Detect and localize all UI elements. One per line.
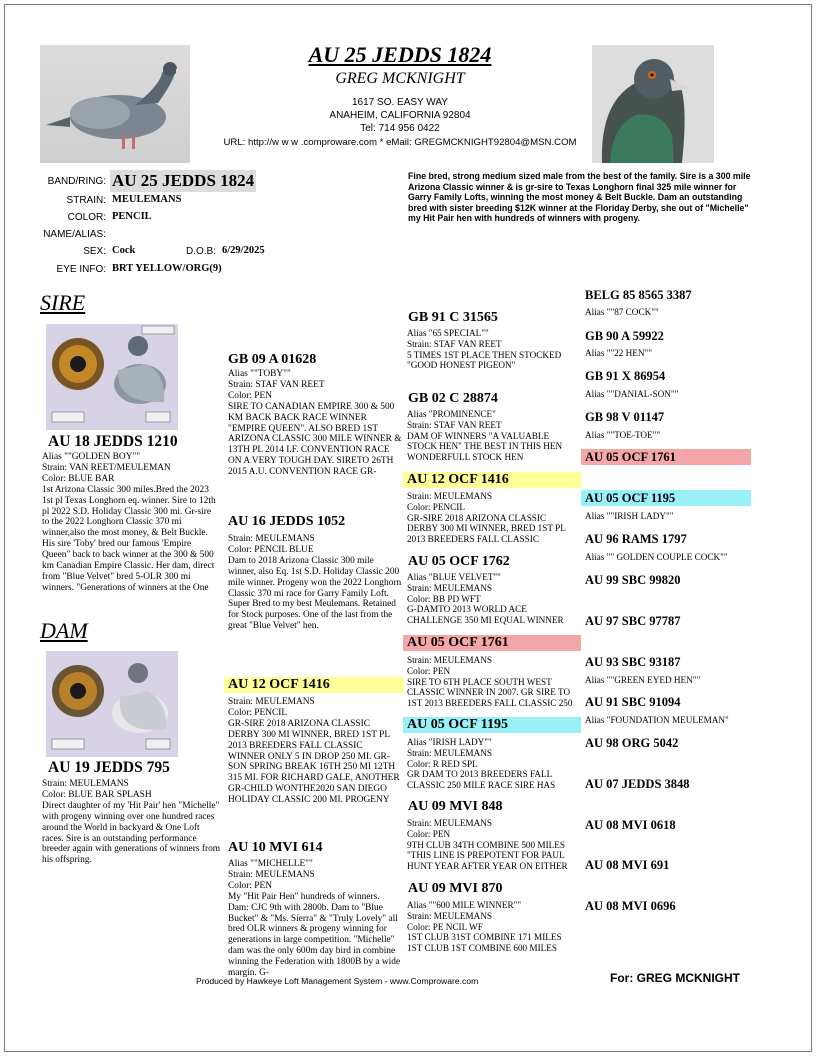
gen3-details	[407, 491, 579, 551]
sire-details	[42, 452, 220, 610]
sire-line: 1st Arizona Classic 300 miles.Bred the 2023 1st pl Texas Longhorn eq. winner. Sire to 12th pl 2022 S.D. Holiday Classic 300 mi. Gr-sire to the 2022 Longhorn Classic 370 mi winner,also the most money, & Belt Buckle. His sire 'Toby' bred our famous 'Empire Queen" back to back winner at the 300 & 500 km Canadian Empire Classic. Her dam, direct from "Blue Velvet" bred 5-OLR 300 mi winners. "Generations of winners at the One	[42, 484, 216, 593]
bird-description: Fine bred, strong medium sized male from the best of the family. Sire is a 300 mile Arizona Classic winner & is gr-sire to Texas Longhorn final 325 mile winner for Garry Family Lofts, winning the most money & Belt Buckle. Dam an outstanding bred with sister breeding $12K winner at the Floriday Derby, she out of "Michelle" my Hit Pair hen with hundreds of winners with progeny.	[408, 171, 751, 224]
gen2-line: Strain: STAF VAN REET	[228, 379, 325, 390]
gen3-line: Color: R RED SPL	[407, 758, 478, 769]
gen4-alias: Alias ""DANIAL-SON""	[585, 389, 679, 399]
gen3-line: DAM OF WINNERS "A VALUABLE STOCK HEN" THE BEST IN THIS HEN WONDERFULL STOCK HEN	[407, 430, 563, 463]
gen3-details	[407, 818, 579, 878]
color-label: COLOR:	[67, 212, 106, 223]
gen3-line: SIRE TO 6TH PLACE SOUTH WEST CLASSIC WINNER IN 2007. GR SIRE TO 1ST 2013 BREEDERS FALL CLASSIC 250	[407, 676, 573, 709]
gen3-band: AU 09 MVI 848	[408, 799, 503, 814]
gen3-line: Color: PEN	[407, 665, 451, 676]
gen2-details	[228, 697, 402, 821]
gen2-line: Alias ""TOBY""	[228, 369, 291, 379]
owner-address1: 1617 SO. EASY WAY	[352, 97, 448, 108]
gen3-line: G-DAMTO 2013 WORLD ACE CHALLENGE 350 MI EQUAL WINNER	[407, 604, 564, 626]
gen4-alias: Alias "FOUNDATION MEULEMAN"	[585, 715, 729, 725]
gen3-line: Color: PE NCIL WF	[407, 921, 483, 932]
gen4-band: AU 93 SBC 93187	[585, 655, 681, 669]
gen2-band: AU 10 MVI 614	[228, 840, 323, 855]
gen3-line: 1ST CLUB 31ST COMBINE 171 MILES	[407, 932, 562, 943]
gen2-band: AU 16 JEDDS 1052	[228, 514, 346, 529]
sire-line: Alias ""GOLDEN BOY""	[42, 452, 141, 462]
gen3-line: Strain: STAF VAN REET	[407, 419, 502, 430]
gen4-alias: Alias ""22 HEN""	[585, 348, 653, 358]
gen4-band: GB 90 A 59922	[585, 329, 664, 343]
gen3-line: Strain: MEULEMANS	[407, 818, 492, 828]
gen4-alias: Alias "" GOLDEN COUPLE COCK""	[585, 552, 728, 562]
gen2-line: Color: PENCIL	[228, 707, 288, 718]
gen3-line: Alias "BLUE VELVET""	[407, 572, 501, 582]
gen3-band: GB 02 C 28874	[408, 391, 498, 406]
strain-label: STRAIN:	[66, 195, 106, 206]
gen3-details	[407, 409, 579, 471]
gen4-alias: Alias ""87 COCK""	[585, 307, 659, 317]
band-label: BAND/RING:	[47, 176, 106, 187]
eye-label: EYE INFO:	[56, 264, 106, 275]
gen3-band: AU 05 OCF 1195	[403, 717, 581, 733]
gen2-line: My "Hit Pair Hen" hundreds of winners. Dam: CJC 9th with 2800b. Dam to "Blue Bucket" & "Ms. Sierra" & "Truly Lovely" all bred OLR winners & progeny winning for generations in large competition. "Michelle" dam was the only 600m day bird in combine winning the Federation with 1800B by a wide margin. G-	[228, 891, 401, 977]
gen3-band: AU 12 OCF 1416	[403, 472, 581, 488]
owner-phone: Tel: 714 956 0422	[360, 123, 440, 134]
gen2-line: GR-SIRE 2018 ARIZONA CLASSIC DERBY 300 MI WINNER, BRED 1ST PL 2013 BREEDERS FALL CLASSIC WINNER ONLY 5 IN DROP 250 MI. GR-SON SPRING BREAK 16TH 250 MI 12TH 315 MI. FOR RICHARD GALE, ANOTHER GR-CHILD WONTHE2020 SAN DIEGO HOLIDAY CLASSIC 200 MI. PROGENY	[228, 718, 400, 806]
gen3-line: Strain: MEULEMANS	[407, 747, 492, 758]
sire-line: Color: BLUE BAR	[42, 473, 115, 484]
gen4-alias: Alias ""GREEN EYED HEN""	[585, 675, 701, 685]
gen4-alias: Alias ""IRISH LADY""	[585, 511, 674, 521]
bird-photo-right	[592, 45, 714, 163]
gen3-line: Strain: MEULEMANS	[407, 582, 492, 593]
gen3-line: Strain: MEULEMANS	[407, 655, 492, 665]
gen2-line: Color: PEN	[228, 880, 273, 891]
gen2-line: Color: PEN	[228, 390, 273, 401]
gen2-line: Dam to 2018 Arizona Classic 300 mile winner, also Eq. 1st S.D. Holiday Classic 200 mile winner. Progeny won the 2022 Longhorn Classic 370 mi race for Garry Family Loft. Super Bred to my best Meulemans. Retained for Stock purposes. One of the last from the great "Blue Velvet" hen.	[228, 555, 402, 632]
gen3-details	[407, 655, 579, 715]
gen3-line: GR-SIRE 2018 ARIZONA CLASSIC DERBY 300 MI WINNER, BRED 1ST PL 2013 BREEDERS FALL CLASSIC	[407, 512, 566, 545]
dam-line: Strain: MEULEMANS	[42, 779, 129, 789]
bird-photo-left	[40, 45, 190, 163]
gen3-band: GB 91 C 31565	[408, 310, 498, 325]
dam-line: Direct daughter of my 'Hit Pair' hen "Michelle" with progeny winning over one hundred races around the World in backyard & One Loft races. Sire is an outstanding performance breeder again with generations of winners from his offspring.	[42, 800, 221, 866]
gen3-line: 1ST CLUB 1ST COMBINE 600 MILES	[407, 943, 557, 954]
sex-label: SEX:	[83, 246, 106, 257]
gen4-band: AU 05 OCF 1761	[581, 449, 751, 465]
owner-name: GREG MCKNIGHT	[335, 70, 465, 87]
sire-line: Strain: VAN REET/MEULEMAN	[42, 462, 171, 473]
gen4-band: AU 08 MVI 0696	[585, 899, 676, 913]
gen3-line: Alias "65 SPECIAL""	[407, 328, 489, 338]
gen4-band: AU 97 SBC 97787	[585, 614, 681, 628]
gen4-band: AU 08 MVI 0618	[585, 818, 676, 832]
band-value: AU 25 JEDDS 1824	[112, 171, 255, 190]
dam-photo	[46, 651, 178, 757]
footer-produced: Produced by Hawkeye Loft Management System - www.Comproware.com	[196, 976, 479, 986]
gen2-line: Color: PENCIL BLUE	[228, 544, 314, 555]
dam-band: AU 19 JEDDS 795	[48, 759, 170, 776]
gen3-band: AU 05 OCF 1761	[403, 635, 581, 651]
gen3-line: Alias ""600 MILE WINNER""	[407, 900, 522, 910]
dam-heading: DAM	[40, 618, 88, 643]
gen3-line: 5 TIMES 1ST PLACE THEN STOCKED "GOOD HONEST PIGEON"	[407, 349, 562, 371]
gen2-line: Alias ""MICHELLE""	[228, 859, 313, 869]
gen2-band: AU 12 OCF 1416	[224, 677, 404, 693]
gen3-band: AU 05 OCF 1762	[408, 554, 510, 569]
eye-value: BRT YELLOW/ORG(9)	[112, 263, 222, 274]
gen3-line: Alias "IRISH LADY""	[407, 737, 492, 747]
gen2-line: Strain: MEULEMANS	[228, 534, 315, 544]
gen3-line: Color: BB PD WFT	[407, 593, 481, 604]
gen3-details	[407, 900, 579, 964]
gen2-line: SIRE TO CANADIAN EMPIRE 300 & 500 KM BACK BACK RACE WINNER "EMPIRE QUEEN". ALSO BRED 1ST ARIZONA CLASSIC 300 MILE WINNER & 13TH PL 2014 I.F. CONVENTION RACE ON A VERY TOUGH DAY. SIRETO 26TH 2015 A.U. CONVENTION RACE GR-	[228, 401, 402, 478]
sire-heading: SIRE	[40, 290, 86, 315]
gen3-details	[407, 328, 579, 380]
gen4-alias: Alias ""TOE-TOE""	[585, 430, 661, 440]
gen2-details	[228, 534, 402, 644]
gen3-line: Color: PENCIL	[407, 501, 465, 512]
gen3-details	[407, 737, 579, 797]
gen4-band: AU 05 OCF 1195	[581, 490, 751, 506]
gen3-line: 9TH CLUB 34TH COMBINE 500 MILES "THIS LINE IS PREPOTENT FOR PAUL HUNT YEAR AFTER YEAR ON EITHER	[407, 839, 568, 872]
alias-label: NAME/ALIAS:	[43, 229, 106, 240]
gen3-line: Strain: MEULEMANS	[407, 491, 492, 501]
dob-label: D.O.B:	[186, 246, 217, 257]
gen2-details	[228, 369, 402, 493]
gen3-line: Strain: STAF VAN REET	[407, 338, 502, 349]
owner-address2: ANAHEIM, CALIFORNIA 92804	[329, 110, 471, 121]
gen4-band: AU 96 RAMS 1797	[585, 532, 687, 546]
gen2-line: Strain: MEULEMANS	[228, 697, 315, 707]
gen4-band: AU 91 SBC 91094	[585, 695, 681, 709]
gen3-line: Alias "PROMINENCE"	[407, 409, 496, 419]
gen4-band: AU 08 MVI 691	[585, 858, 670, 872]
gen4-band: AU 99 SBC 99820	[585, 573, 681, 587]
dam-line: Color: BLUE BAR SPLASH	[42, 789, 152, 800]
gen3-line: Strain: MEULEMANS	[407, 910, 492, 921]
gen3-band: AU 09 MVI 870	[408, 881, 503, 896]
gen4-band: GB 91 X 86954	[585, 369, 666, 383]
sex-value: Cock	[112, 245, 136, 256]
sire-photo	[46, 324, 178, 430]
gen2-line: Strain: MEULEMANS	[228, 869, 315, 880]
gen4-band: AU 07 JEDDS 3848	[585, 777, 690, 791]
color-value: PENCIL	[112, 211, 152, 222]
gen3-line: Color: PEN	[407, 828, 451, 839]
bird-title: AU 25 JEDDS 1824	[308, 42, 492, 67]
gen3-details	[407, 572, 579, 632]
gen4-band: AU 98 ORG 5042	[585, 736, 679, 750]
gen2-details	[228, 859, 402, 977]
gen4-band: BELG 85 8565 3387	[585, 288, 692, 302]
owner-contact: URL: http://w w w .comproware.com * eMail: GREGMCKNIGHT92804@MSN.COM	[223, 137, 577, 148]
footer-for: For: GREG MCKNIGHT	[610, 971, 740, 985]
gen4-band: GB 98 V 01147	[585, 410, 665, 424]
dam-details	[42, 779, 222, 879]
gen3-line: GR DAM TO 2013 BREEDERS FALL CLASSIC 250 MILE RACE SIRE HAS	[407, 769, 556, 791]
gen2-band: GB 09 A 01628	[228, 352, 317, 367]
sire-band: AU 18 JEDDS 1210	[48, 433, 178, 450]
strain-value: MEULEMANS	[112, 194, 182, 205]
dob-value: 6/29/2025	[222, 245, 265, 256]
